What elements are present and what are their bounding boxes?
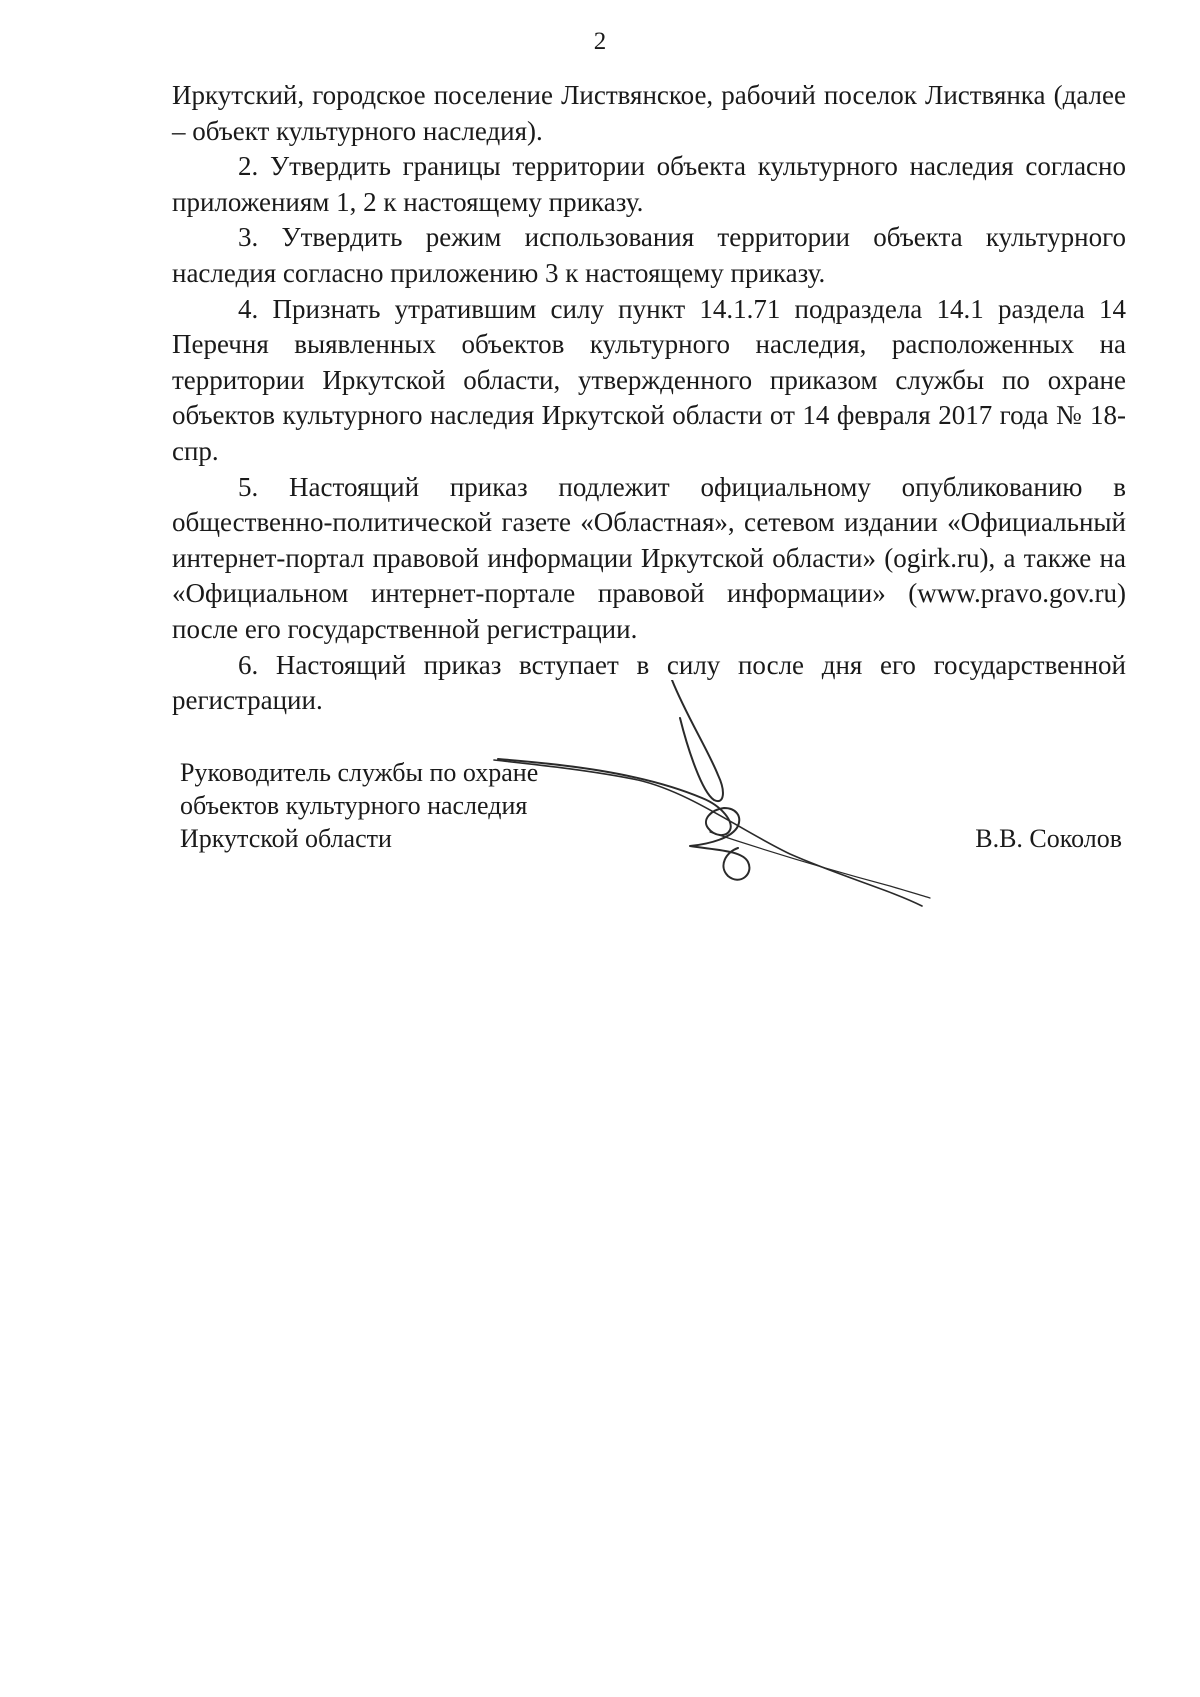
page-number: 2 <box>593 28 607 55</box>
signatory-position-line: Иркутской области <box>180 824 392 853</box>
handwritten-signature <box>490 680 970 920</box>
paragraph-item-6: 6. Настоящий приказ вступает в силу после дня его государственной регистрации. <box>172 649 1126 716</box>
paragraph-item-4: 4. Признать утратившим силу пункт 14.1.71 подраздела 14.1 раздела 14 Перечня выявленных объектов культурного наследия, расположенных на территории Иркутской области, утвержденного приказом службы по охране объектов культурного наследия Иркутской области от 14 февраля 2017 года № 18-спр. <box>172 293 1126 466</box>
paragraph-item-2: 2. Утвердить границы территории объекта культурного наследия согласно приложениям 1, 2 к настоящему приказу. <box>172 151 1126 217</box>
signature-stroke-tail <box>494 760 922 906</box>
paragraph-continuation: Иркутский, городское поселение Листвянское, рабочий поселок Листвянка (далее – объект культурного наследия). <box>172 80 1126 146</box>
signature-stroke-underline <box>710 832 930 898</box>
signatory-position-line: Руководитель службы по охране <box>180 758 539 787</box>
signatory-position-line: объектов культурного наследия <box>180 791 528 820</box>
document-body <box>172 78 1126 719</box>
signatory-name: В.В. Соколов <box>975 824 1122 853</box>
paragraph-item-3: 3. Утвердить режим использования территории объекта культурного наследия согласно приложению 3 к настоящему приказу. <box>172 222 1126 288</box>
signature-stroke-upper <box>672 680 723 801</box>
paragraph-item-5: 5. Настоящий приказ подлежит официальному опубликованию в общественно-политической газете «Областная», сетевом издании «Официальный интернет-портал правовой информации Иркутской области» (ogirk.ru), а также на «Официальном интернет-портале правовой информации» (www.pravo.gov.ru) после его государственной регистрации. <box>172 471 1126 644</box>
